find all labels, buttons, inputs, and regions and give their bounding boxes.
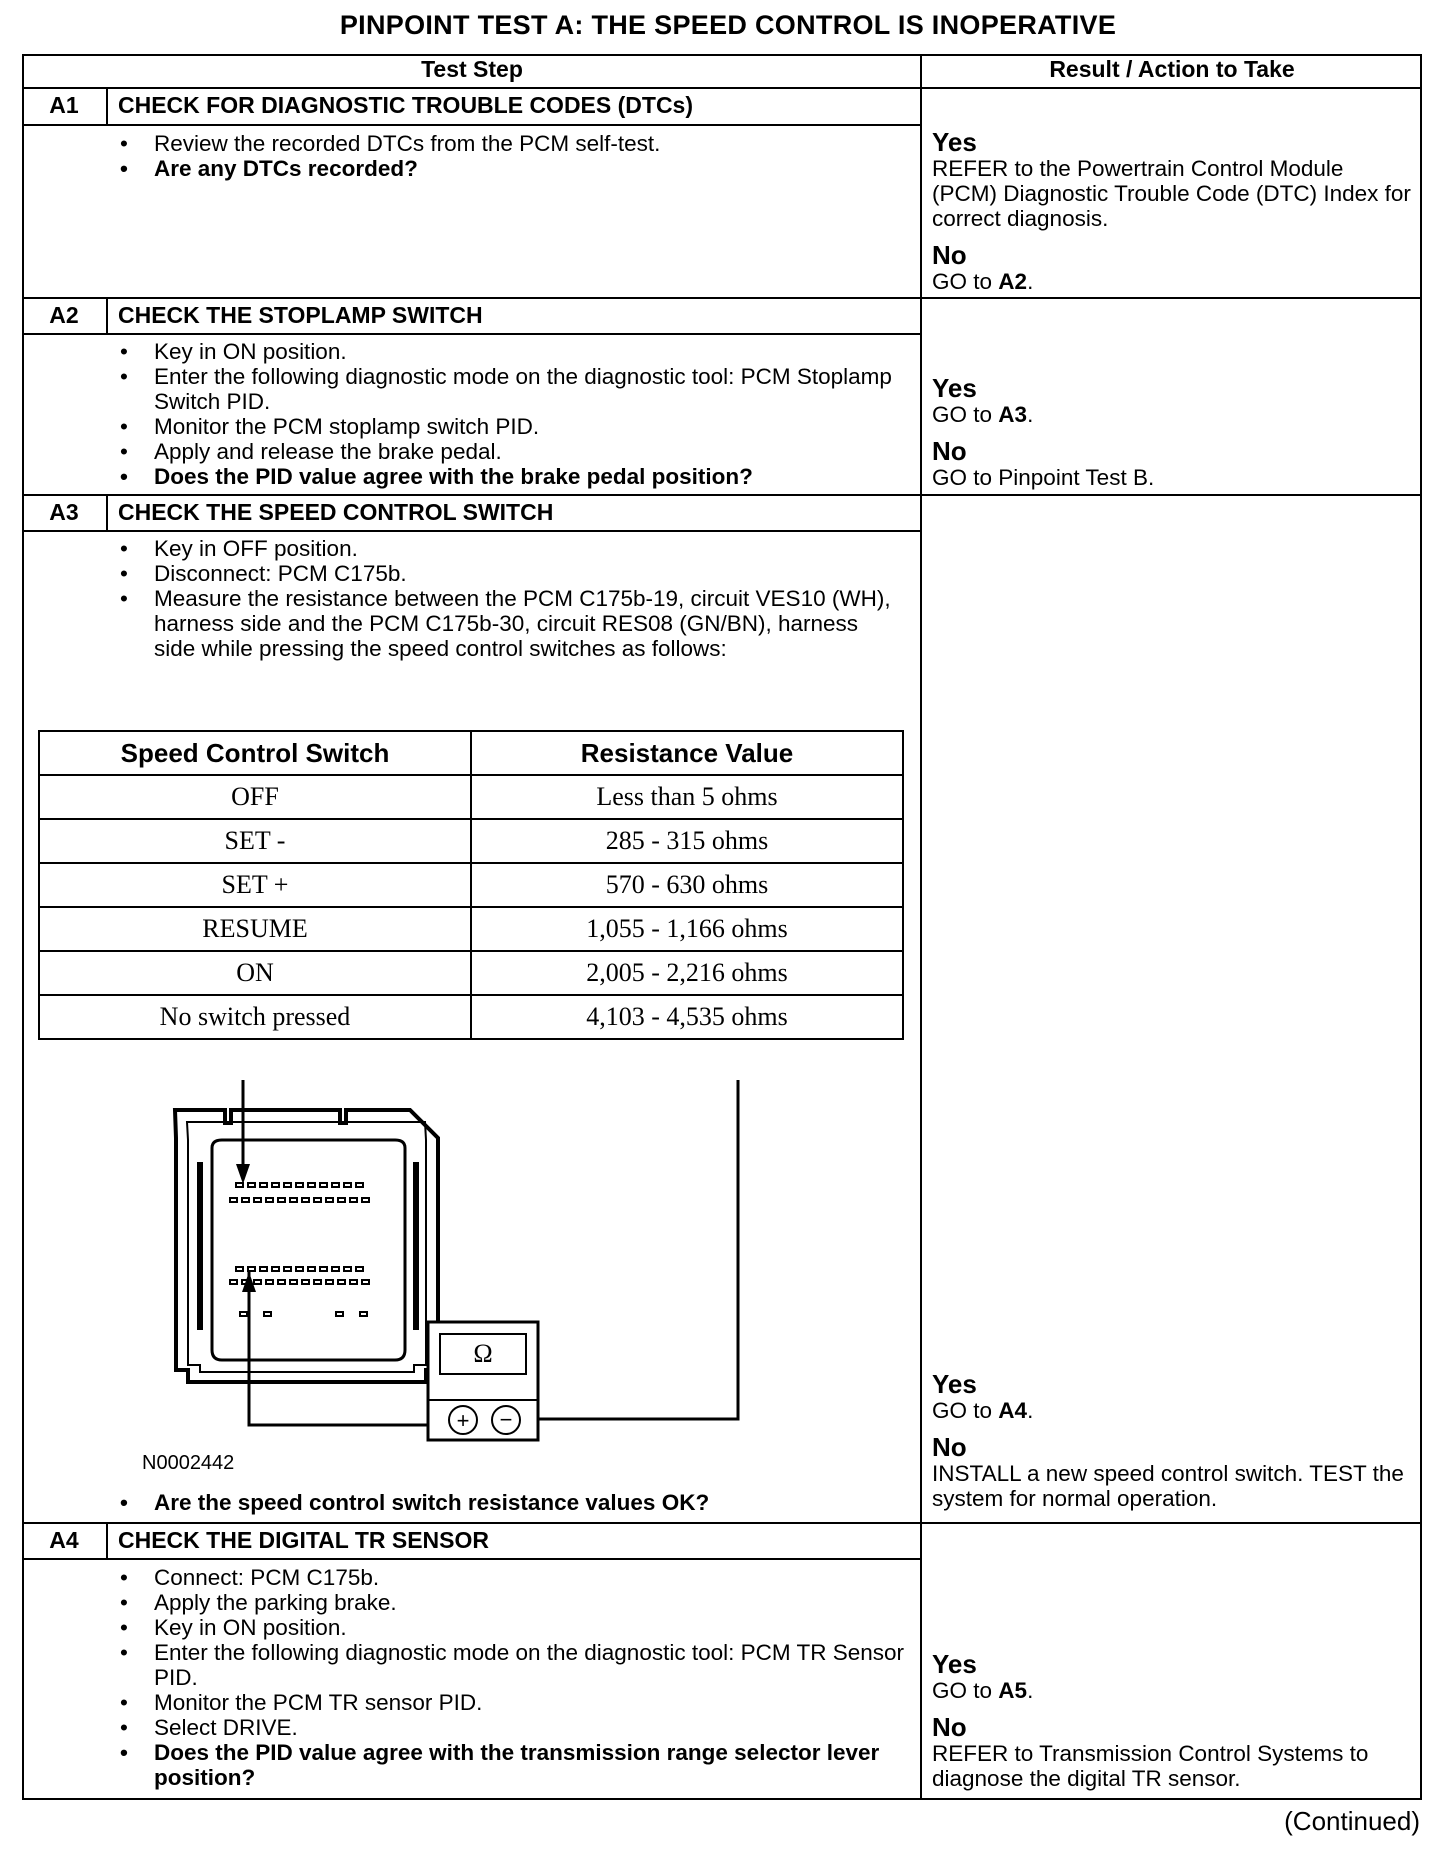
step-id-a3: A3	[49, 499, 79, 525]
switch-cell: RESUME	[39, 907, 471, 951]
result-a2	[932, 374, 1412, 490]
step-question-a3: • Are the speed control switch resistance values OK?	[120, 1490, 709, 1515]
resistance-cell: 2,005 - 2,216 ohms	[471, 951, 903, 995]
switch-cell: SET -	[39, 819, 471, 863]
resistance-cell: 285 - 315 ohms	[471, 819, 903, 863]
step-id-a4: A4	[49, 1527, 79, 1553]
bullet-item: • Enter the following diagnostic mode on the diagnostic tool: PCM TR Sensor PID.	[120, 1640, 910, 1690]
step-bullets-a3	[120, 536, 900, 661]
bullet-item: • Key in OFF position.	[120, 536, 900, 561]
step-question-list-a3	[120, 1490, 709, 1515]
table-row	[39, 819, 903, 863]
row-divider	[22, 1558, 922, 1560]
yes-action-suffix: .	[1027, 1678, 1034, 1703]
yes-action-text: GO to	[932, 402, 993, 427]
no-action-text: GO to	[932, 269, 993, 294]
switch-cell: No switch pressed	[39, 995, 471, 1039]
yes-action	[932, 1678, 1412, 1703]
step-bullets-a4	[120, 1565, 910, 1790]
bullet-item: • Select DRIVE.	[120, 1715, 910, 1740]
connector-ohmmeter-diagram	[140, 1080, 740, 1450]
step-id-divider	[106, 87, 108, 124]
switch-cell: SET +	[39, 863, 471, 907]
resistance-cell: 570 - 630 ohms	[471, 863, 903, 907]
resistance-table	[38, 730, 904, 1040]
yes-action-suffix: .	[1027, 402, 1034, 427]
no-label: No	[932, 436, 967, 466]
header-test-step: Test Step	[421, 56, 523, 82]
step-question-a4: • Does the PID value agree with the transmission range selector lever position?	[120, 1740, 910, 1790]
table-row	[39, 995, 903, 1039]
table-row	[39, 775, 903, 819]
step-title-a2: CHECK THE STOPLAMP SWITCH	[118, 302, 483, 328]
plus-terminal-label: +	[456, 1408, 470, 1433]
goto-step-link[interactable]: A4	[998, 1398, 1028, 1423]
no-action	[932, 269, 1412, 294]
goto-step-link[interactable]: A2	[998, 269, 1028, 294]
switch-cell: ON	[39, 951, 471, 995]
column-divider	[920, 54, 922, 1800]
minus-terminal-label: −	[499, 1407, 513, 1432]
no-action[interactable]: GO to Pinpoint Test B.	[932, 465, 1155, 490]
bullet-item: • Key in ON position.	[120, 339, 910, 364]
yes-action-suffix: .	[1027, 1398, 1034, 1423]
result-a4	[932, 1650, 1412, 1791]
row-divider	[22, 530, 922, 532]
continued-note: (Continued)	[1284, 1806, 1420, 1836]
table-row	[39, 863, 903, 907]
step-title-a1: CHECK FOR DIAGNOSTIC TROUBLE CODES (DTCs)	[118, 92, 693, 118]
result-a1	[932, 128, 1412, 294]
row-divider	[22, 297, 1422, 299]
column-header: Resistance Value	[471, 731, 903, 775]
bullet-item: • Key in ON position.	[120, 1615, 910, 1640]
table-row	[39, 951, 903, 995]
yes-label: Yes	[932, 1369, 977, 1399]
switch-cell: OFF	[39, 775, 471, 819]
step-title-a3: CHECK THE SPEED CONTROL SWITCH	[118, 499, 554, 525]
result-a3	[932, 1370, 1412, 1511]
bullet-item: • Disconnect: PCM C175b.	[120, 561, 900, 586]
step-question-a2: • Does the PID value agree with the brake pedal position?	[120, 464, 910, 489]
bullet-item: • Connect: PCM C175b.	[120, 1565, 910, 1590]
probe-arrow-icon	[236, 1164, 250, 1184]
resistance-cell: Less than 5 ohms	[471, 775, 903, 819]
ohm-symbol: Ω	[473, 1339, 493, 1368]
yes-action	[932, 1398, 1412, 1423]
step-bullets-a2	[120, 339, 910, 489]
step-title-a4: CHECK THE DIGITAL TR SENSOR	[118, 1527, 489, 1553]
row-divider	[22, 124, 922, 126]
header-divider	[22, 87, 1422, 89]
no-label: No	[932, 1712, 967, 1742]
goto-step-link[interactable]: A5	[998, 1678, 1028, 1703]
yes-label: Yes	[932, 1649, 977, 1679]
step-id-divider	[106, 1522, 108, 1560]
step-id-divider	[106, 494, 108, 532]
bullet-item: • Enter the following diagnostic mode on the diagnostic tool: PCM Stoplamp Switch PID.	[120, 364, 910, 414]
bullet-item: • Apply the parking brake.	[120, 1590, 910, 1615]
step-bullets-a1	[120, 131, 660, 181]
step-id-divider	[106, 297, 108, 335]
step-id-a2: A2	[49, 302, 79, 328]
table-header-row	[39, 731, 903, 775]
goto-step-link[interactable]: A3	[998, 402, 1028, 427]
yes-action-text: GO to	[932, 1678, 993, 1703]
yes-action	[932, 402, 1412, 427]
row-divider	[22, 333, 922, 335]
resistance-cell: 1,055 - 1,166 ohms	[471, 907, 903, 951]
yes-action: REFER to the Powertrain Control Module (PCM) Diagnostic Trouble Code (DTC) Index for correct diagnosis.	[932, 156, 1411, 231]
bullet-item: • Apply and release the brake pedal.	[120, 439, 910, 464]
step-id-a1: A1	[49, 92, 79, 118]
bullet-item: • Monitor the PCM TR sensor PID.	[120, 1690, 910, 1715]
bullet-item: • Measure the resistance between the PCM C175b-19, circuit VES10 (WH), harness side and the PCM C175b-30, circuit RES08 (GN/BN), harness side while pressing the speed control switches as follows:	[120, 586, 900, 661]
no-label: No	[932, 1432, 967, 1462]
header-result: Result / Action to Take	[1049, 56, 1295, 82]
yes-label: Yes	[932, 127, 977, 157]
row-divider	[22, 1522, 1422, 1524]
bullet-item: • Monitor the PCM stoplamp switch PID.	[120, 414, 910, 439]
figure-id: N0002442	[142, 1452, 235, 1474]
no-action[interactable]: REFER to Transmission Control Systems to diagnose the digital TR sensor.	[932, 1741, 1369, 1791]
resistance-cell: 4,103 - 4,535 ohms	[471, 995, 903, 1039]
yes-action-text: GO to	[932, 1398, 993, 1423]
table-row	[39, 907, 903, 951]
no-action-suffix: .	[1027, 269, 1034, 294]
bullet-item: • Review the recorded DTCs from the PCM self-test.	[120, 131, 660, 156]
ohmmeter	[428, 1322, 538, 1440]
row-divider	[22, 494, 1422, 496]
no-label: No	[932, 240, 967, 270]
step-question-a1: • Are any DTCs recorded?	[120, 156, 660, 181]
yes-label: Yes	[932, 373, 977, 403]
column-header: Speed Control Switch	[39, 731, 471, 775]
page-title: PINPOINT TEST A: THE SPEED CONTROL IS INOPERATIVE	[339, 10, 1117, 40]
pin-row-upper	[230, 1183, 369, 1202]
no-action: INSTALL a new speed control switch. TEST the system for normal operation.	[932, 1461, 1404, 1511]
